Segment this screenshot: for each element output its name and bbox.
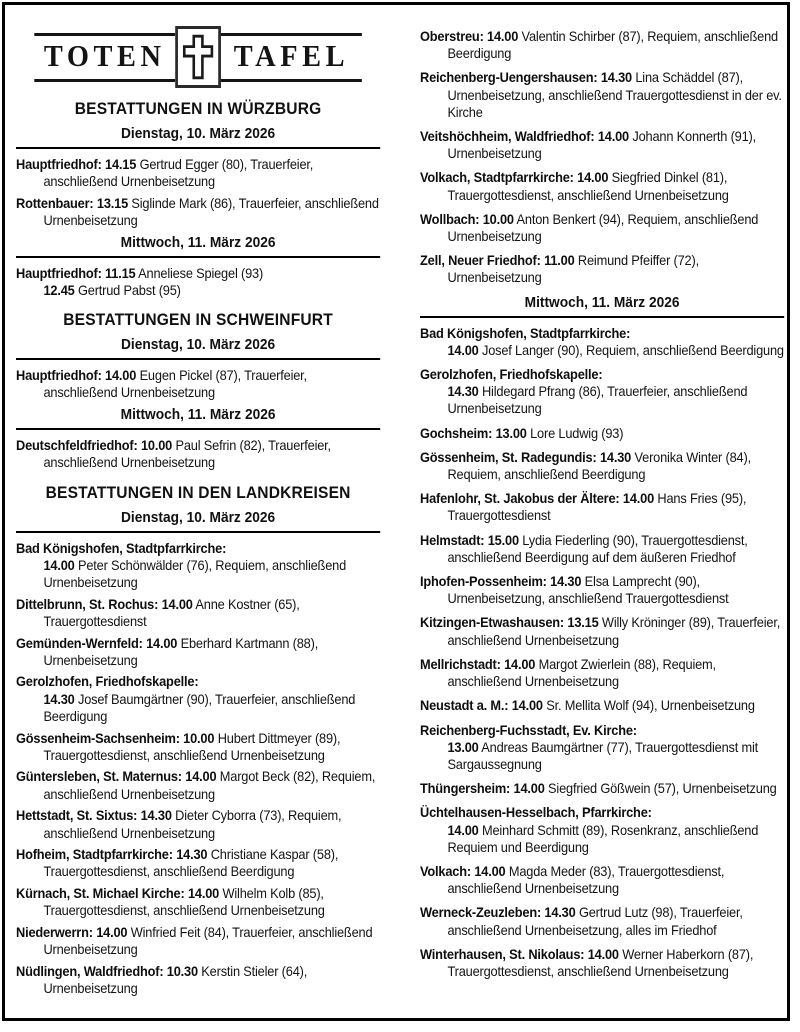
funeral-entry: Hettstadt, St. Sixtus: 14.30 Dieter Cyborra (73), Requiem, anschließend Urnenbeisetzung	[16, 807, 342, 841]
funeral-entry: Hauptfriedhof: 14.00 Eugen Pickel (87), Trauerfeier, anschließend Urnenbeisetzung	[16, 367, 307, 401]
masthead-title-right: TAFEL	[221, 33, 362, 82]
date-rule	[16, 147, 380, 149]
funeral-entry: Gochsheim: 13.00 Lore Ludwig (93)	[420, 424, 624, 441]
funeral-entry: Veitshöchheim, Waldfriedhof: 14.00 Johann Konnerth (91), Urnenbeisetzung	[420, 128, 757, 162]
funeral-entry: Gerolzhofen, Friedhofskapelle: 14.30 Josef Baumgärtner (90), Trauerfeier, anschließend Beerdigung	[16, 673, 356, 724]
funeral-entry: Niederwerrn: 14.00 Winfried Feit (84), Trauerfeier, anschließend Urnenbeisetzung	[16, 924, 373, 958]
date-header: Dienstag, 10. März 2026	[121, 125, 276, 142]
funeral-entry: Kitzingen-Etwashausen: 13.15 Willy Kröninger (89), Trauerfeier, anschließend Urnenbeisetzung	[420, 614, 781, 648]
funeral-entry: Hofheim, Stadtpfarrkirche: 14.30 Christiane Kaspar (58), Trauergottesdienst, anschließend Beerdigung	[16, 846, 339, 880]
funeral-entry: Nüdlingen, Waldfriedhof: 10.30 Kerstin Stieler (64), Urnenbeisetzung	[16, 963, 308, 997]
date-rule	[420, 316, 784, 318]
funeral-entry: Güntersleben, St. Maternus: 14.00 Margot Beck (82), Requiem, anschließend Urnenbeisetzung	[16, 768, 376, 802]
masthead-title-left: TOTEN	[34, 33, 175, 82]
funeral-entry: Hafenlohr, St. Jakobus der Ältere: 14.00 Hans Fries (95), Trauergottesdienst	[420, 490, 747, 524]
funeral-entry: Iphofen-Possenheim: 14.30 Elsa Lamprecht (90), Urnenbeisetzung, anschließend Trauergottesdienst	[420, 573, 729, 607]
funeral-entry: Zell, Neuer Friedhof: 11.00 Reimund Pfeiffer (72), Urnenbeisetzung	[420, 252, 699, 286]
funeral-entry: Hauptfriedhof: 11.15 Anneliese Spiegel (93) 12.45 Gertrud Pabst (95)	[16, 264, 264, 299]
funeral-entry: Helmstadt: 15.00 Lydia Fiederling (90), Trauergottesdienst, anschließend Beerdigung auf dem äußeren Friedhof	[420, 531, 748, 565]
section-title: BESTATTUNGEN IN WÜRZBURG	[74, 99, 322, 118]
funeral-entry: Oberstreu: 14.00 Valentin Schirber (87), Requiem, anschließend Beerdigung	[420, 28, 778, 62]
funeral-entry: Wollbach: 10.00 Anton Benkert (94), Requiem, anschließend Urnenbeisetzung	[420, 210, 759, 245]
date-header: Mittwoch, 11. März 2026	[120, 233, 276, 251]
date-header: Mittwoch, 11. März 2026	[524, 293, 680, 311]
funeral-entry: Volkach, Stadtpfarrkirche: 14.00 Siegfried Dinkel (81), Trauergottesdienst, anschließend Urnenbeisetzung	[420, 169, 729, 203]
date-rule	[16, 531, 380, 533]
funeral-entry: Dittelbrunn, St. Rochus: 14.00 Anne Kostner (65), Trauergottesdienst	[16, 595, 300, 629]
funeral-entry: Reichenberg-Fuchsstadt, Ev. Kirche: 13.00 Andreas Baumgärtner (77), Trauergottesdienst mit Sargaussegnung	[420, 721, 759, 772]
funeral-entry: Gemünden-Wernfeld: 14.00 Eberhard Kartmann (88), Urnenbeisetzung	[16, 634, 319, 668]
masthead	[34, 26, 362, 88]
funeral-entry: Deutschfeldfriedhof: 10.00 Paul Sefrin (82), Trauerfeier, anschließend Urnenbeisetzung	[16, 437, 331, 471]
funeral-entry: Reichenberg-Uengershausen: 14.30 Lina Schäddel (87), Urnenbeisetzung, anschließend Trauergottesdienst in der ev. Kirche	[420, 69, 782, 120]
section-title: BESTATTUNGEN IN SCHWEINFURT	[63, 310, 333, 330]
funeral-entry: Mellrichstadt: 14.00 Margot Zwierlein (88), Requiem, anschließend Urnenbeisetzung	[420, 655, 716, 690]
funeral-entry: Neustadt a. M.: 14.00 Sr. Mellita Wolf (94), Urnenbeisetzung	[420, 697, 755, 714]
funeral-entry: Kürnach, St. Michael Kirche: 14.00 Wilhelm Kolb (85), Trauergottesdienst, anschließend Urnenbeisetzung	[16, 885, 325, 919]
funeral-entry: Winterhausen, St. Nikolaus: 14.00 Werner Haberkorn (87), Trauergottesdienst, anschließend Urnenbeisetzung	[420, 945, 754, 979]
funeral-entry: Bad Königshofen, Stadtpfarrkirche: 14.00 Josef Langer (90), Requiem, anschließend Beerdigung	[420, 324, 784, 358]
date-header: Dienstag, 10. März 2026	[121, 508, 276, 526]
funeral-entry: Thüngersheim: 14.00 Siegfried Gößwein (57), Urnenbeisetzung	[420, 780, 777, 797]
funeral-entry: Hauptfriedhof: 14.15 Gertrud Egger (80), Trauerfeier, anschließend Urnenbeisetzung	[16, 156, 314, 190]
section-title: BESTATTUNGEN IN DEN LANDKREISEN	[45, 482, 351, 502]
funeral-entry: Volkach: 14.00 Magda Meder (83), Trauergottesdienst, anschließend Urnenbeisetzung	[420, 862, 725, 897]
left-column	[16, 24, 380, 1002]
funeral-entry: Rottenbauer: 13.15 Siglinde Mark (86), Trauerfeier, anschließend Urnenbeisetzung	[16, 194, 379, 229]
right-column	[420, 28, 784, 987]
date-header: Dienstag, 10. März 2026	[121, 336, 276, 354]
date-rule	[16, 256, 380, 258]
funeral-entry: Üchtelhausen-Hesselbach, Pfarrkirche: 14.00 Meinhard Schmitt (89), Rosenkranz, anschließend Requiem und Beerdigung	[420, 804, 759, 855]
funeral-entry: Gerolzhofen, Friedhofskapelle: 14.30 Hildegard Pfrang (86), Trauerfeier, anschließend Urnenbeisetzung	[420, 366, 748, 417]
funeral-entry: Gössenheim-Sachsenheim: 10.00 Hubert Dittmeyer (89), Trauergottesdienst, anschließend Urnenbeisetzung	[16, 729, 341, 763]
funeral-entry: Werneck-Zeuzleben: 14.30 Gertrud Lutz (98), Trauerfeier, anschließend Urnenbeisetzung, alles im Friedhof	[420, 904, 743, 938]
date-rule	[16, 358, 380, 360]
funeral-entry: Gössenheim, St. Radegundis: 14.30 Veronika Winter (84), Requiem, anschließend Beerdigung	[420, 448, 751, 483]
date-rule	[16, 428, 380, 430]
date-header: Mittwoch, 11. März 2026	[120, 406, 276, 424]
cross-icon	[175, 26, 221, 88]
funeral-entry: Bad Königshofen, Stadtpfarrkirche: 14.00 Peter Schönwälder (76), Requiem, anschließend Urnenbeisetzung	[16, 539, 347, 590]
